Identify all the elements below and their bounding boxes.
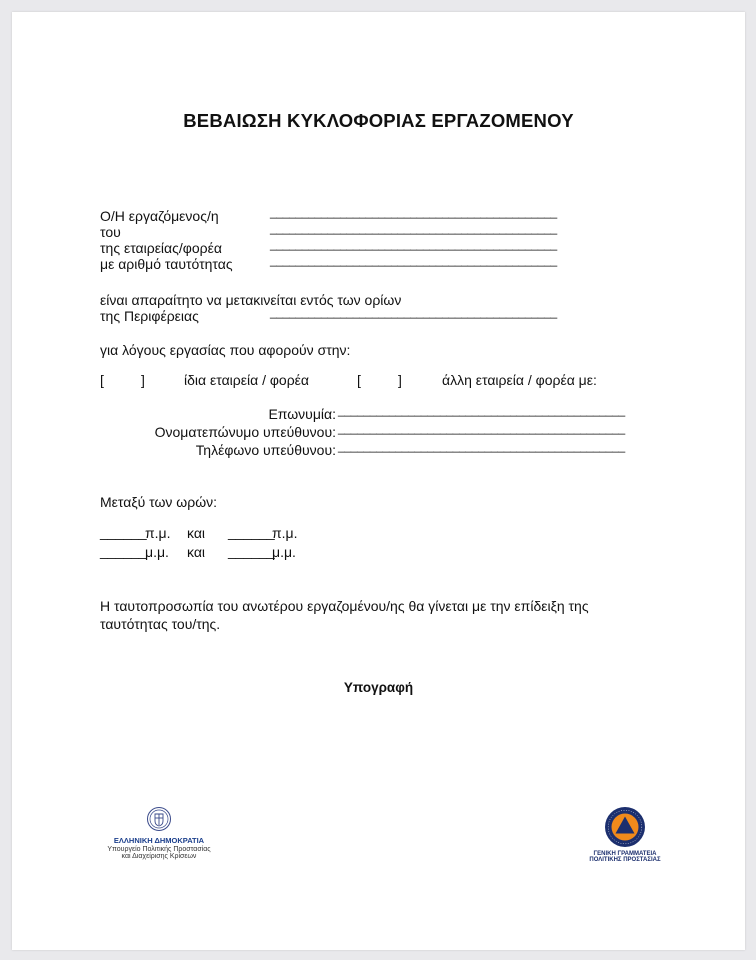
greek-emblem-icon <box>146 806 172 832</box>
id-number-label: με αριθμό ταυτότητας <box>100 256 233 272</box>
option-same-bracket-open: [ <box>100 372 104 388</box>
option-other-label: άλλη εταιρεία / φορέα με: <box>442 372 597 388</box>
father-blank: _____________________________________________ <box>270 221 557 235</box>
document-page <box>12 12 745 950</box>
option-other-bracket-close: ] <box>398 372 402 388</box>
option-other-bracket-open: [ <box>357 372 361 388</box>
civil-protection-logo <box>585 806 665 863</box>
hellenic-republic-logo <box>94 806 224 860</box>
hours-am-and: και <box>187 525 206 541</box>
employee-blank: _____________________________________________ <box>270 205 557 219</box>
region-label: της Περιφέρειας <box>100 308 199 324</box>
id-number-blank: _____________________________________________ <box>270 253 557 267</box>
hours-am-blank-to: ______ <box>228 524 275 540</box>
responsible-name-blank: _____________________________________________ <box>338 421 625 435</box>
hellenic-republic-title: ΕΛΛΗΝΙΚΗ ΔΗΜΟΚΡΑΤΙΑ <box>113 836 205 845</box>
signature-label: Υπογραφή <box>343 680 414 695</box>
general-secretariat-line1: ΓΕΝΙΚΗ ΓΡΑΜΜΑΤΕΙΑ <box>593 851 657 857</box>
general-secretariat-line2: ΠΟΛΙΤΙΚΗΣ ΠΡΟΣΤΑΣΙΑΣ <box>589 857 661 863</box>
company-label: της εταιρείας/φορέα <box>100 240 222 256</box>
hours-pm-unit-to: μ.μ. <box>272 544 296 560</box>
hours-am-blank-from: ______ <box>100 524 147 540</box>
hours-pm-blank-from: ______ <box>100 543 147 559</box>
company-name-label: Επωνυμία: <box>268 406 336 422</box>
father-label: του <box>100 224 121 240</box>
hours-label: Μεταξύ των ωρών: <box>100 494 218 510</box>
work-reasons-text: για λόγους εργασίας που αφορούν στην: <box>100 342 351 358</box>
ministry-line2: και Διαχείρισης Κρίσεων <box>121 853 197 860</box>
hours-am-unit-to: π.μ. <box>272 525 298 541</box>
company-blank: _____________________________________________ <box>270 237 557 251</box>
document-title: ΒΕΒΑΙΩΣΗ ΚΥΚΛΟΦΟΡΙΑΣ ΕΡΓΑΖΟΜΕΝΟΥ <box>183 110 574 131</box>
responsible-name-label: Ονοματεπώνυμο υπεύθυνου: <box>154 424 336 440</box>
hours-am-unit-from: π.μ. <box>145 525 171 541</box>
hours-pm-unit-from: μ.μ. <box>145 544 169 560</box>
identity-text-line2: ταυτότητας του/της. <box>100 616 221 632</box>
responsible-phone-label: Τηλέφωνο υπεύθυνου: <box>195 442 336 458</box>
civil-protection-icon <box>604 806 646 848</box>
company-name-blank: _____________________________________________ <box>338 403 625 417</box>
hours-pm-blank-to: ______ <box>228 543 275 559</box>
hours-pm-and: και <box>187 544 206 560</box>
region-blank: _____________________________________________ <box>270 305 557 319</box>
employee-label: Ο/Η εργαζόμενος/η <box>100 208 219 224</box>
movement-text: είναι απαραίτητο να μετακινείται εντός των ορίων <box>100 292 402 308</box>
option-same-bracket-close: ] <box>141 372 145 388</box>
ministry-line1: Υπουργείο Πολιτικής Προστασίας <box>107 846 211 853</box>
identity-text-line1: Η ταυτοπροσωπία του ανωτέρου εργαζομένου/ης θα γίνεται με την επίδειξη της <box>100 598 589 614</box>
option-same-label: ίδια εταιρεία / φορέα <box>184 372 310 388</box>
responsible-phone-blank: _____________________________________________ <box>338 439 625 453</box>
